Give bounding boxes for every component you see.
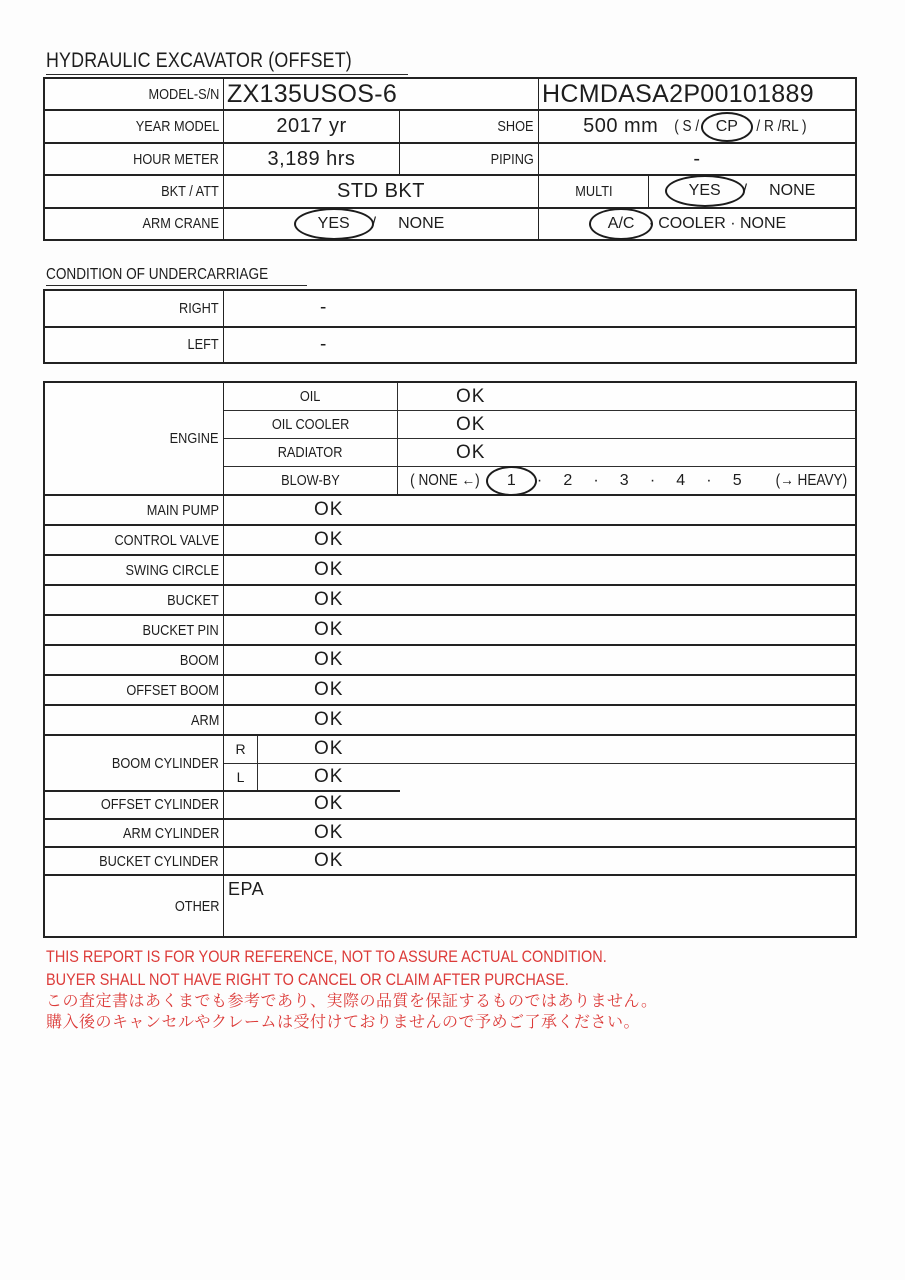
table-row-control-valve: CONTROL VALVE OK [45,524,855,554]
table-row-main-pump: MAIN PUMP OK [45,494,855,524]
bkt-value-cell: STD BKT [224,176,539,206]
left-label-cell: LEFT [45,328,224,363]
serial-value-cell: HCMDASA2P00101889 [542,79,814,108]
piping-label-cell: PIPING [400,144,539,174]
multi-label-cell: MULTI [539,176,649,206]
table-row-other [45,874,855,936]
table-row-arm-cylinder: ARM CYLINDER OK [45,818,855,846]
model-label-cell: MODEL-S/N [45,79,224,109]
ac-value-cell: A/C · COOLER · NONE [607,214,787,232]
table-row-boom: BOOM OK [45,644,855,674]
other-value-cell: EPA [228,879,265,899]
armcrane-label-cell: ARM CRANE [45,209,224,239]
engine-row-blowby: BLOW-BY ( NONE ←) 1 · 2 · 3 · 4 · 5 (→ HEAVY) [224,466,855,494]
table-row-armcrane-ac [45,207,855,239]
engine-row-radiator: RADIATOR OK [224,438,855,466]
right-value-cell: - [320,297,327,319]
page-title-text: HYDRAULIC EXCAVATOR (OFFSET) [46,49,352,72]
boom-cylinder-row-l: L OK [224,763,855,791]
year-value-cell: 2017 yr [224,111,400,141]
page-title [46,49,408,75]
table-row-offset-boom: OFFSET BOOM OK [45,674,855,704]
blowby-scale: ( NONE ←) 1 · 2 · 3 · 4 · 5 (→ HEAVY) [410,471,847,489]
table-row-swing-circle: SWING CIRCLE OK [45,554,855,584]
shoe-type-circled: CP [715,117,738,135]
engine-row-oil: OIL OK [224,383,855,410]
armcrane-value-cell: YES / NONE [224,209,539,239]
boom-cylinder-row-r: R OK [224,736,855,763]
bkt-label-cell: BKT / ATT [45,176,224,206]
multi-value-cell: YES / NONE [688,182,816,200]
table-row-hour-piping [45,142,855,174]
spec-table [43,77,857,241]
right-label-cell: RIGHT [45,291,224,326]
ac-circled: A/C [607,214,635,232]
year-label-cell: YEAR MODEL [45,111,224,141]
model-value-cell: ZX135USOS-6 [224,79,539,109]
multi-yes-circled: YES [688,182,721,200]
shoe-label-cell: SHOE [400,111,539,141]
boom-cylinder-label-cell: BOOM CYLINDER [45,736,224,790]
table-row-arm: ARM OK [45,704,855,734]
shoe-value-cell: 500 mm ( S / CP / R /RL ) [583,115,807,138]
undercarriage-table [43,289,857,364]
disclaimer-line-en-2: BUYER SHALL NOT HAVE RIGHT TO CANCEL OR CLAIM AFTER PURCHASE. [46,969,569,989]
table-row-model [45,79,855,109]
boom-cylinder-block [45,734,855,790]
engine-label-cell: ENGINE [45,383,224,494]
undercarriage-heading: CONDITION OF UNDERCARRIAGE [46,266,307,286]
disclaimer-line-jp-2: 購入後のキャンセルやクレームは受付けておりませんので予めご了承ください。 [46,1014,641,1031]
disclaimer-line-jp-1: この査定書はあくまでも参考であり、実際の品質を保証するものではありません。 [46,993,658,1010]
left-value-cell: - [320,333,327,355]
table-row-bucket: BUCKET OK [45,584,855,614]
table-row-left [45,326,855,363]
disclaimer-line-en-1: THIS REPORT IS FOR YOUR REFERENCE, NOT TO ASSURE ACTUAL CONDITION. [46,947,607,966]
table-row-bucket-cylinder: BUCKET CYLINDER OK [45,846,855,874]
table-row-bucket-pin: BUCKET PIN OK [45,614,855,644]
engine-block [45,383,855,494]
table-row-year-shoe [45,109,855,141]
hour-value-cell: 3,189 hrs [224,144,400,174]
condition-table [43,381,857,938]
piping-value-cell: - [693,147,701,170]
table-row-bkt-multi [45,174,855,206]
table-row-offset-cylinder: OFFSET CYLINDER OK [45,790,855,818]
boom-cylinder-subtable [224,736,855,790]
armcrane-yes-circled: YES [317,214,350,232]
table-row-right [45,291,855,326]
blowby-level-circled: 1 [506,471,516,489]
hour-label-cell: HOUR METER [45,144,224,174]
other-label-cell: OTHER [45,876,224,936]
disclaimer-block [46,946,706,1033]
engine-subtable [224,383,855,494]
engine-row-oil-cooler: OIL COOLER OK [224,410,855,438]
